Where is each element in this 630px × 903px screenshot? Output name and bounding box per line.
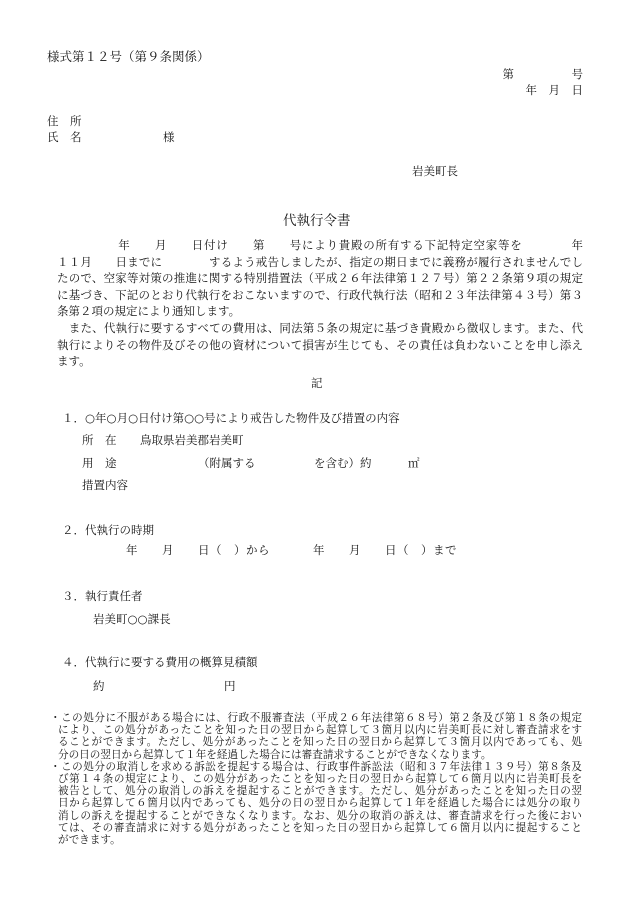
body-line: 年 月 日付け 第 号により貴殿の所有する下記特定空家等を 年: [57, 238, 583, 252]
attached-building-close: を含む）約: [314, 456, 372, 470]
document-title: 代執行令書: [283, 213, 351, 229]
document-number: 第 号: [502, 67, 583, 81]
note-line: び第１４条の規定により、この処分があったことを知った日の翌日から起算して６箇月以内に岩美町長を: [58, 772, 582, 785]
note-line: ・この処分に不服がある場合には、行政不服審査法（平成２６年法律第６８号）第２条及び第１８条の規定: [50, 712, 582, 724]
address-label: 住 所: [47, 114, 82, 128]
body-line: たので、空家等対策の推進に関する特別措置法（平成２６年法律第１２７号）第２２条第９項の規定: [57, 271, 583, 286]
note-line: 日から起算して６箇月以内であっても、処分の日の翌日から起算して１年を経過した場合には処分の取り: [58, 797, 582, 810]
notes-block: [50, 712, 582, 846]
period-end: 年 月 日（ ）まで: [313, 543, 457, 557]
usage-label: 用 途: [82, 456, 117, 470]
body-line: 執行によりその物件及びその他の資材について損害が生じても、その責任は負わないことを申し添え: [57, 337, 583, 352]
period-start: 年 月 日（ ）から: [126, 543, 270, 557]
note-line: ができます。: [58, 833, 121, 846]
ki-heading: 記: [311, 376, 323, 390]
body-line: １１月 日までに するよう戒告しましたが、指定の期日までに義務が履行されませんでし: [57, 254, 583, 269]
body-line: 条第２項の規定により通知します。: [57, 304, 241, 319]
measures-label: 措置内容: [82, 478, 128, 492]
note-line: により、この処分があったことを知った日の翌日から起算して３箇月以内に岩美町長に対し審査請求をす: [58, 724, 582, 737]
body-text: [57, 237, 583, 370]
item-3-heading: ３．執行責任者: [62, 589, 143, 603]
item-2-heading: ２．代執行の時期: [62, 523, 154, 537]
item-1-heading: １．○年○月○日付け第○○号により戒告した物件及び措置の内容: [62, 411, 400, 425]
amount-unit: 円: [224, 679, 236, 693]
location-label: 所 在: [82, 433, 117, 447]
form-number: 様式第１２号（第９条関係）: [47, 49, 210, 64]
area-unit: ㎡: [408, 456, 420, 470]
issue-date: 年 月 日: [525, 83, 583, 97]
note-line: 消しの訴えを提起することができなくなります。なお、処分の取消の訴えは、審査請求を行った後におい: [58, 809, 582, 822]
body-line: また、代執行に要するすべての費用は、同法第５条の規定に基づき貴殿から徴収します。また、代: [57, 320, 583, 335]
note-line: 分の日の翌日から起算して１年を経過した場合には審査請求することができなくなります。: [58, 748, 492, 761]
item-4-heading: ４．代執行に要する費用の概算見積額: [62, 655, 258, 669]
note-line: ・この処分の取消しを求める訴訟を提起する場合は、行政事件訴訟法（昭和３７年法律１３９号）第８条及: [50, 760, 582, 773]
honorific: 様: [163, 130, 175, 144]
responsible-officer: 岩美町○○課長: [93, 612, 171, 626]
name-label: 氏 名: [47, 130, 82, 144]
attached-building-open: （附属する: [198, 456, 256, 470]
body-line: に基づき、下記のとおり代執行をおこないますので、行政代執行法（昭和２３年法律第４３号）第３: [57, 287, 583, 302]
note-line: ては、その審査請求に対する処分があったことを知った日の翌日から起算して６箇月以内に提起すること: [58, 821, 582, 834]
note-line: ることができます。ただし、処分があったことを知った日の翌日から起算して３箇月以内であっても、処: [58, 736, 582, 749]
amount-prefix: 約: [93, 679, 105, 693]
note-line: 被告として、処分の取消しの訴えを提起することができます。ただし、処分があったことを知った日の翌: [58, 785, 582, 798]
location-value: 鳥取県岩美郡岩美町: [140, 433, 244, 447]
issuer-name: 岩美町長: [412, 164, 458, 178]
body-line: ます。: [57, 354, 91, 369]
